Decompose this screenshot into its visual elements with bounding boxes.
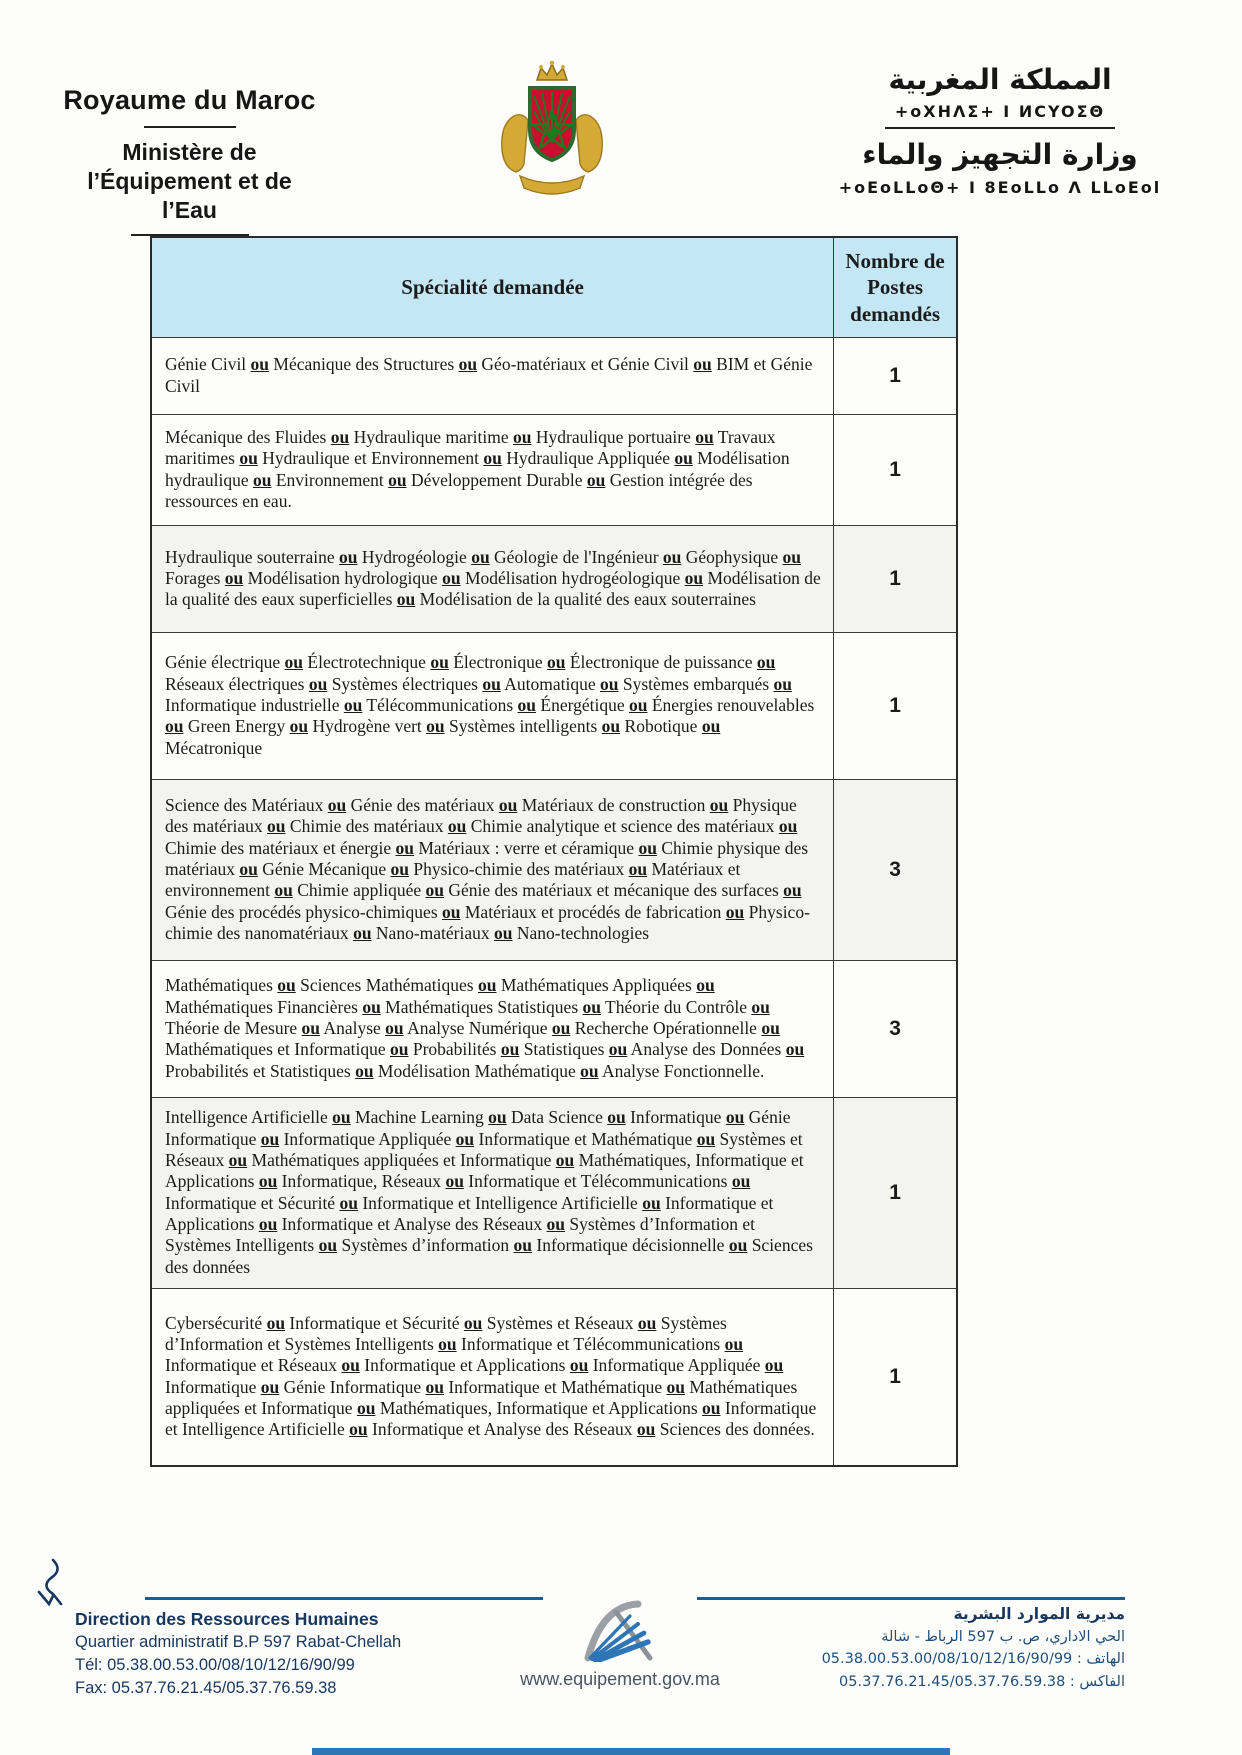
table-row [151, 632, 957, 779]
footer-address: Quartier administratif B.P 597 Rabat-Chellah [75, 1633, 402, 1652]
coat-of-arms-icon [490, 58, 614, 200]
country-name-ar: المملكة المغربية [888, 63, 1112, 96]
header-right-block [800, 62, 1200, 197]
table-row [151, 337, 957, 414]
ministry-name-fr: Ministère de l’Équipement et de l’Eau [87, 139, 292, 223]
specialty-text: Cybersécurité ou Informatique et Sécurité ou Systèmes et Réseaux ou Systèmes d’Information et Systèmes Intelligents ou Informatique et Télécommunications ou Informatique et Réseaux ou Informatique et Applications ou Informatique Appliquée ou Informatique ou Génie Informatique ou Informatique et Mathématique ou Mathématiques appliquées et Informatique ou Mathématiques, Informatique et Applications ou Informatique et Intelligence Artificielle ou Informatique et Analyse des Réseaux ou Sciences des données. [165, 1312, 817, 1440]
ministry-name-tifinagh: +oEoLLoΘ+ I 8EoLLo Λ LLoEol [838, 177, 1162, 197]
country-name-tifinagh: +oXHΛΣ+ I ИCYOΣΘ [885, 102, 1115, 129]
table-row [151, 1288, 957, 1466]
table-body [151, 337, 957, 1466]
footer-fax-ar: الفاكس : 05.37.76.21.45/05.37.76.59.38 [839, 1673, 1125, 1690]
specialty-text: Génie électrique ou Électrotechnique ou Électronique ou Électronique de puissance ou Réseaux électriques ou Systèmes électriques ou Automatique ou Systèmes embarqués ou Informatique industrielle ou Télécommunications ou Énergétique ou Énergies renouvelables ou Green Energy ou Hydrogène vert ou Systèmes intelligents ou Robotique ou Mécatronique [165, 652, 815, 758]
specialty-text: Hydraulique souterraine ou Hydrogéologie ou Géologie de l'Ingénieur ou Géophysique ou Forages ou Modélisation hydrologique ou Modélisation hydrogéologique ou Modélisation de la qualité des eaux superficielles ou Modélisation de la qualité des eaux souterraines [165, 546, 821, 610]
country-name-fr: Royaume du Maroc [63, 85, 316, 115]
table-row [151, 779, 957, 960]
specialties-table [150, 236, 958, 1467]
table-row [151, 960, 957, 1097]
footer-center-block [500, 1598, 740, 1690]
table-row [151, 1097, 957, 1288]
posts-count: 1 [834, 525, 957, 632]
footer-rule-left [145, 1597, 543, 1600]
posts-count: 1 [834, 414, 957, 525]
specialties-table-wrap [150, 236, 958, 1467]
footer-tel-ar: الهاتف : 05.38.00.53.00/08/10/12/16/90/99 [821, 1651, 1125, 1668]
specialty-text: Mécanique des Fluides ou Hydraulique maritime ou Hydraulique portuaire ou Travaux maritimes ou Hydraulique et Environnement ou Hydraulique Appliquée ou Modélisation hydraulique ou Environnement ou Développement Durable ou Gestion intégrée des ressources en eau. [165, 427, 790, 512]
posts-count: 1 [834, 632, 957, 779]
column-header-posts: Nombre de Postes demandés [834, 237, 957, 337]
website-url: www.equipement.gov.ma [520, 1669, 720, 1689]
header-left-block [62, 85, 317, 246]
posts-count: 3 [834, 960, 957, 1097]
posts-count: 3 [834, 779, 957, 960]
footer-contact-fr [75, 1607, 455, 1699]
specialty-text: Intelligence Artificielle ou Machine Learning ou Data Science ou Informatique ou Génie Informatique ou Informatique Appliquée ou Informatique et Mathématique ou Systèmes et Réseaux ou Mathématiques appliquées et Informatique ou Mathématiques, Informatique et Applications ou Informatique, Réseaux ou Informatique et Télécommunications ou Informatique et Sécurité ou Informatique et Intelligence Artificielle ou Informatique et Applications ou Informatique et Analyse des Réseaux ou Systèmes d’Information et Systèmes Intelligents ou Systèmes d’information ou Informatique décisionnelle ou Sciences des données [165, 1107, 813, 1277]
posts-count: 1 [834, 337, 957, 414]
header-divider [144, 126, 236, 128]
specialty-text: Science des Matériaux ou Génie des matériaux ou Matériaux de construction ou Physique des matériaux ou Chimie des matériaux ou Chimie analytique et science des matériaux ou Chimie des matériaux et énergie ou Matériaux : verre et céramique ou Chimie physique des matériaux ou Génie Mécanique ou Physico-chimie des matériaux ou Matériaux et environnement ou Chimie appliquée ou Génie des matériaux et mécanique des surfaces ou Génie des procédés physico-chimiques ou Matériaux et procédés de fabrication ou Physico-chimie des nanomatériaux ou Nano-matériaux ou Nano-technologies [165, 795, 810, 944]
column-header-specialty: Spécialité demandée [151, 237, 834, 337]
ministry-logo-icon [572, 1598, 668, 1662]
page-bottom-scan-line [312, 1748, 950, 1755]
ministry-name-ar: وزارة التجهيز والماء [862, 138, 1138, 172]
table-row [151, 525, 957, 632]
footer-direction-title-ar: مديرية الموارد البشرية [953, 1605, 1125, 1623]
specialty-text: Génie Civil ou Mécanique des Structures ou Géo-matériaux et Génie Civil ou BIM et Génie Civil [165, 354, 813, 396]
footer-direction-title: Direction des Ressources Humaines [75, 1609, 379, 1629]
footer-fax: Fax: 05.37.76.21.45/05.37.76.59.38 [75, 1678, 337, 1697]
posts-count: 1 [834, 1097, 957, 1288]
footer-contact-ar [770, 1602, 1125, 1693]
footer-rule-right [697, 1597, 1125, 1600]
posts-count: 1 [834, 1288, 957, 1466]
footer-tel: Tél: 05.38.00.53.00/08/10/12/16/90/99 [75, 1655, 355, 1674]
footer-address-ar: الحي الاداري، ص. ب 597 الرباط - شالة [881, 1629, 1125, 1646]
table-row [151, 414, 957, 525]
handwritten-mark [33, 1558, 69, 1610]
specialty-text: Mathématiques ou Sciences Mathématiques ou Mathématiques Appliquées ou Mathématiques Financières ou Mathématiques Statistiques ou Théorie du Contrôle ou Théorie de Mesure ou Analyse ou Analyse Numérique ou Recherche Opérationnelle ou Mathématiques et Informatique ou Probabilités ou Statistiques ou Analyse des Données ou Probabilités et Statistiques ou Modélisation Mathématique ou Analyse Fonctionnelle. [165, 975, 805, 1081]
table-header-row [151, 237, 957, 337]
